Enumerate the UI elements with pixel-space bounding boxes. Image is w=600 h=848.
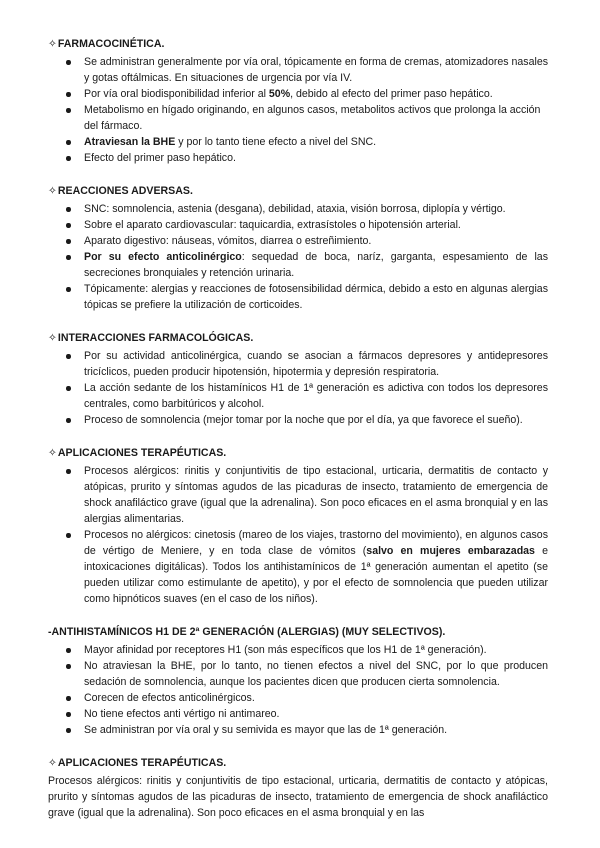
list-item: Procesos no alérgicos: cinetosis (mareo de los viajes, trastorno del movimiento), en algunos casos de vértigo de Meniere, y en toda clase de vómitos (salvo en mujeres embarazadas e intoxicaciones digitálicas). Todos los antihistamínicos de 1ª generación aumentan el apetito (se pueden utilizar como estimulante de apetito), y por el efecto de somnolencia que pueden utilizar como hipnóticos suaves (en el caso de los niños). <box>84 529 548 605</box>
bullet-list <box>48 463 548 607</box>
sparkle-icon: ✧ <box>48 757 57 769</box>
section-interacciones <box>48 330 548 428</box>
list-item: Se administran por vía oral y su semivida es mayor que las de 1ª generación. <box>84 722 548 738</box>
section-heading: -ANTIHISTAMÍNICOS H1 DE 2ª GENERACIÓN (ALERGIAS) (MUY SELECTIVOS). <box>48 626 446 638</box>
list-item: Por vía oral biodisponibilidad inferior al 50%, debido al efecto del primer paso hepático. <box>84 86 548 102</box>
section-heading: ✧REACCIONES ADVERSAS. <box>48 185 193 197</box>
section-aplicaciones-1gen <box>48 445 548 607</box>
list-item: Por su efecto anticolinérgico: sequedad de boca, naríz, garganta, espesamiento de las secreciones bronquiales y retención urinaria. <box>84 251 548 279</box>
bullet-list <box>48 348 548 428</box>
list-item: Proceso de somnolencia (mejor tomar por la noche que por el día, ya que favorece el sueño). <box>84 412 548 428</box>
section-aplicaciones-2gen <box>48 755 548 821</box>
list-item: La acción sedante de los histamínicos H1 de 1ª generación es adictiva con todos los depresores centrales, como barbitúricos y alcohol. <box>84 382 548 410</box>
section-heading: ✧FARMACOCINÉTICA. <box>48 38 165 50</box>
section-heading: ✧INTERACCIONES FARMACOLÓGICAS. <box>48 332 254 344</box>
list-item: Sobre el aparato cardiovascular: taquicardia, extrasístoles o hipotensión arterial. <box>84 217 548 233</box>
section-reacciones-adversas <box>48 183 548 313</box>
list-item: Aparato digestivo: náuseas, vómitos, diarrea o estreñimiento. <box>84 233 548 249</box>
bullet-list <box>48 642 548 738</box>
list-item: Procesos alérgicos: rinitis y conjuntivitis de tipo estacional, urticaria, dermatitis de contacto y atópicas, prurito y síntomas agudos de las picaduras de insecto, tratamiento de emergencia de shock anafiláctico grave (igual que la adrenalina). Son poco eficaces en el asma bronquial y en las alergias alimentarias. <box>84 465 548 525</box>
list-item: Metabolismo en hígado originando, en algunos casos, metabolitos activos que prolonga la acción del fármaco. <box>84 102 548 134</box>
paragraph: Procesos alérgicos: rinitis y conjuntivitis de tipo estacional, urticaria, dermatitis de contacto y atópicas, prurito y síntomas agudos de las picaduras de insecto, tratamiento de emergencia de shock anafiláctico grave (igual que la adrenalina). Son poco eficaces en el asma bronquial y en las <box>48 775 548 819</box>
list-item: Atraviesan la BHE y por lo tanto tiene efecto a nivel del SNC. <box>84 134 548 150</box>
sparkle-icon: ✧ <box>48 38 57 50</box>
list-item: Se administran generalmente por vía oral, tópicamente en forma de cremas, atomizadores nasales y gotas oftálmicas. En situaciones de urgencia por vía IV. <box>84 56 549 84</box>
sparkle-icon: ✧ <box>48 332 57 344</box>
list-item: Corecen de efectos anticolinérgicos. <box>84 690 548 706</box>
section-heading: ✧APLICACIONES TERAPÉUTICAS. <box>48 757 227 769</box>
section-heading: ✧APLICACIONES TERAPÉUTICAS. <box>48 447 227 459</box>
list-item: Mayor afinidad por receptores H1 (son más específicos que los H1 de 1ª generación). <box>84 642 548 658</box>
bullet-list <box>48 201 548 313</box>
list-item: Efecto del primer paso hepático. <box>84 150 548 166</box>
list-item: No atraviesan la BHE, por lo tanto, no tienen efectos a nivel del SNC, por lo que producen sedación de somnolencia, aunque los pacientes dicen que producen cierta somnolencia. <box>84 660 548 688</box>
sparkle-icon: ✧ <box>48 447 57 459</box>
list-item: SNC: somnolencia, astenia (desgana), debilidad, ataxia, visión borrosa, diplopía y vértigo. <box>84 201 548 217</box>
list-item: No tiene efectos anti vértigo ni antimareo. <box>84 706 548 722</box>
section-antihistaminicos-2gen <box>48 624 548 738</box>
list-item: Tópicamente: alergias y reacciones de fotosensibilidad dérmica, debido a esto en algunas alergias tópicas se prefiere la utilización de corticoides. <box>84 283 548 311</box>
bullet-list <box>48 54 548 166</box>
list-item: Por su actividad anticolinérgica, cuando se asocian a fármacos depresores y antidepresores tricíclicos, pueden producir hipotensión, hipotermia y depresión respiratoria. <box>84 350 548 378</box>
sparkle-icon: ✧ <box>48 185 57 197</box>
section-farmacocinetica <box>48 36 548 166</box>
